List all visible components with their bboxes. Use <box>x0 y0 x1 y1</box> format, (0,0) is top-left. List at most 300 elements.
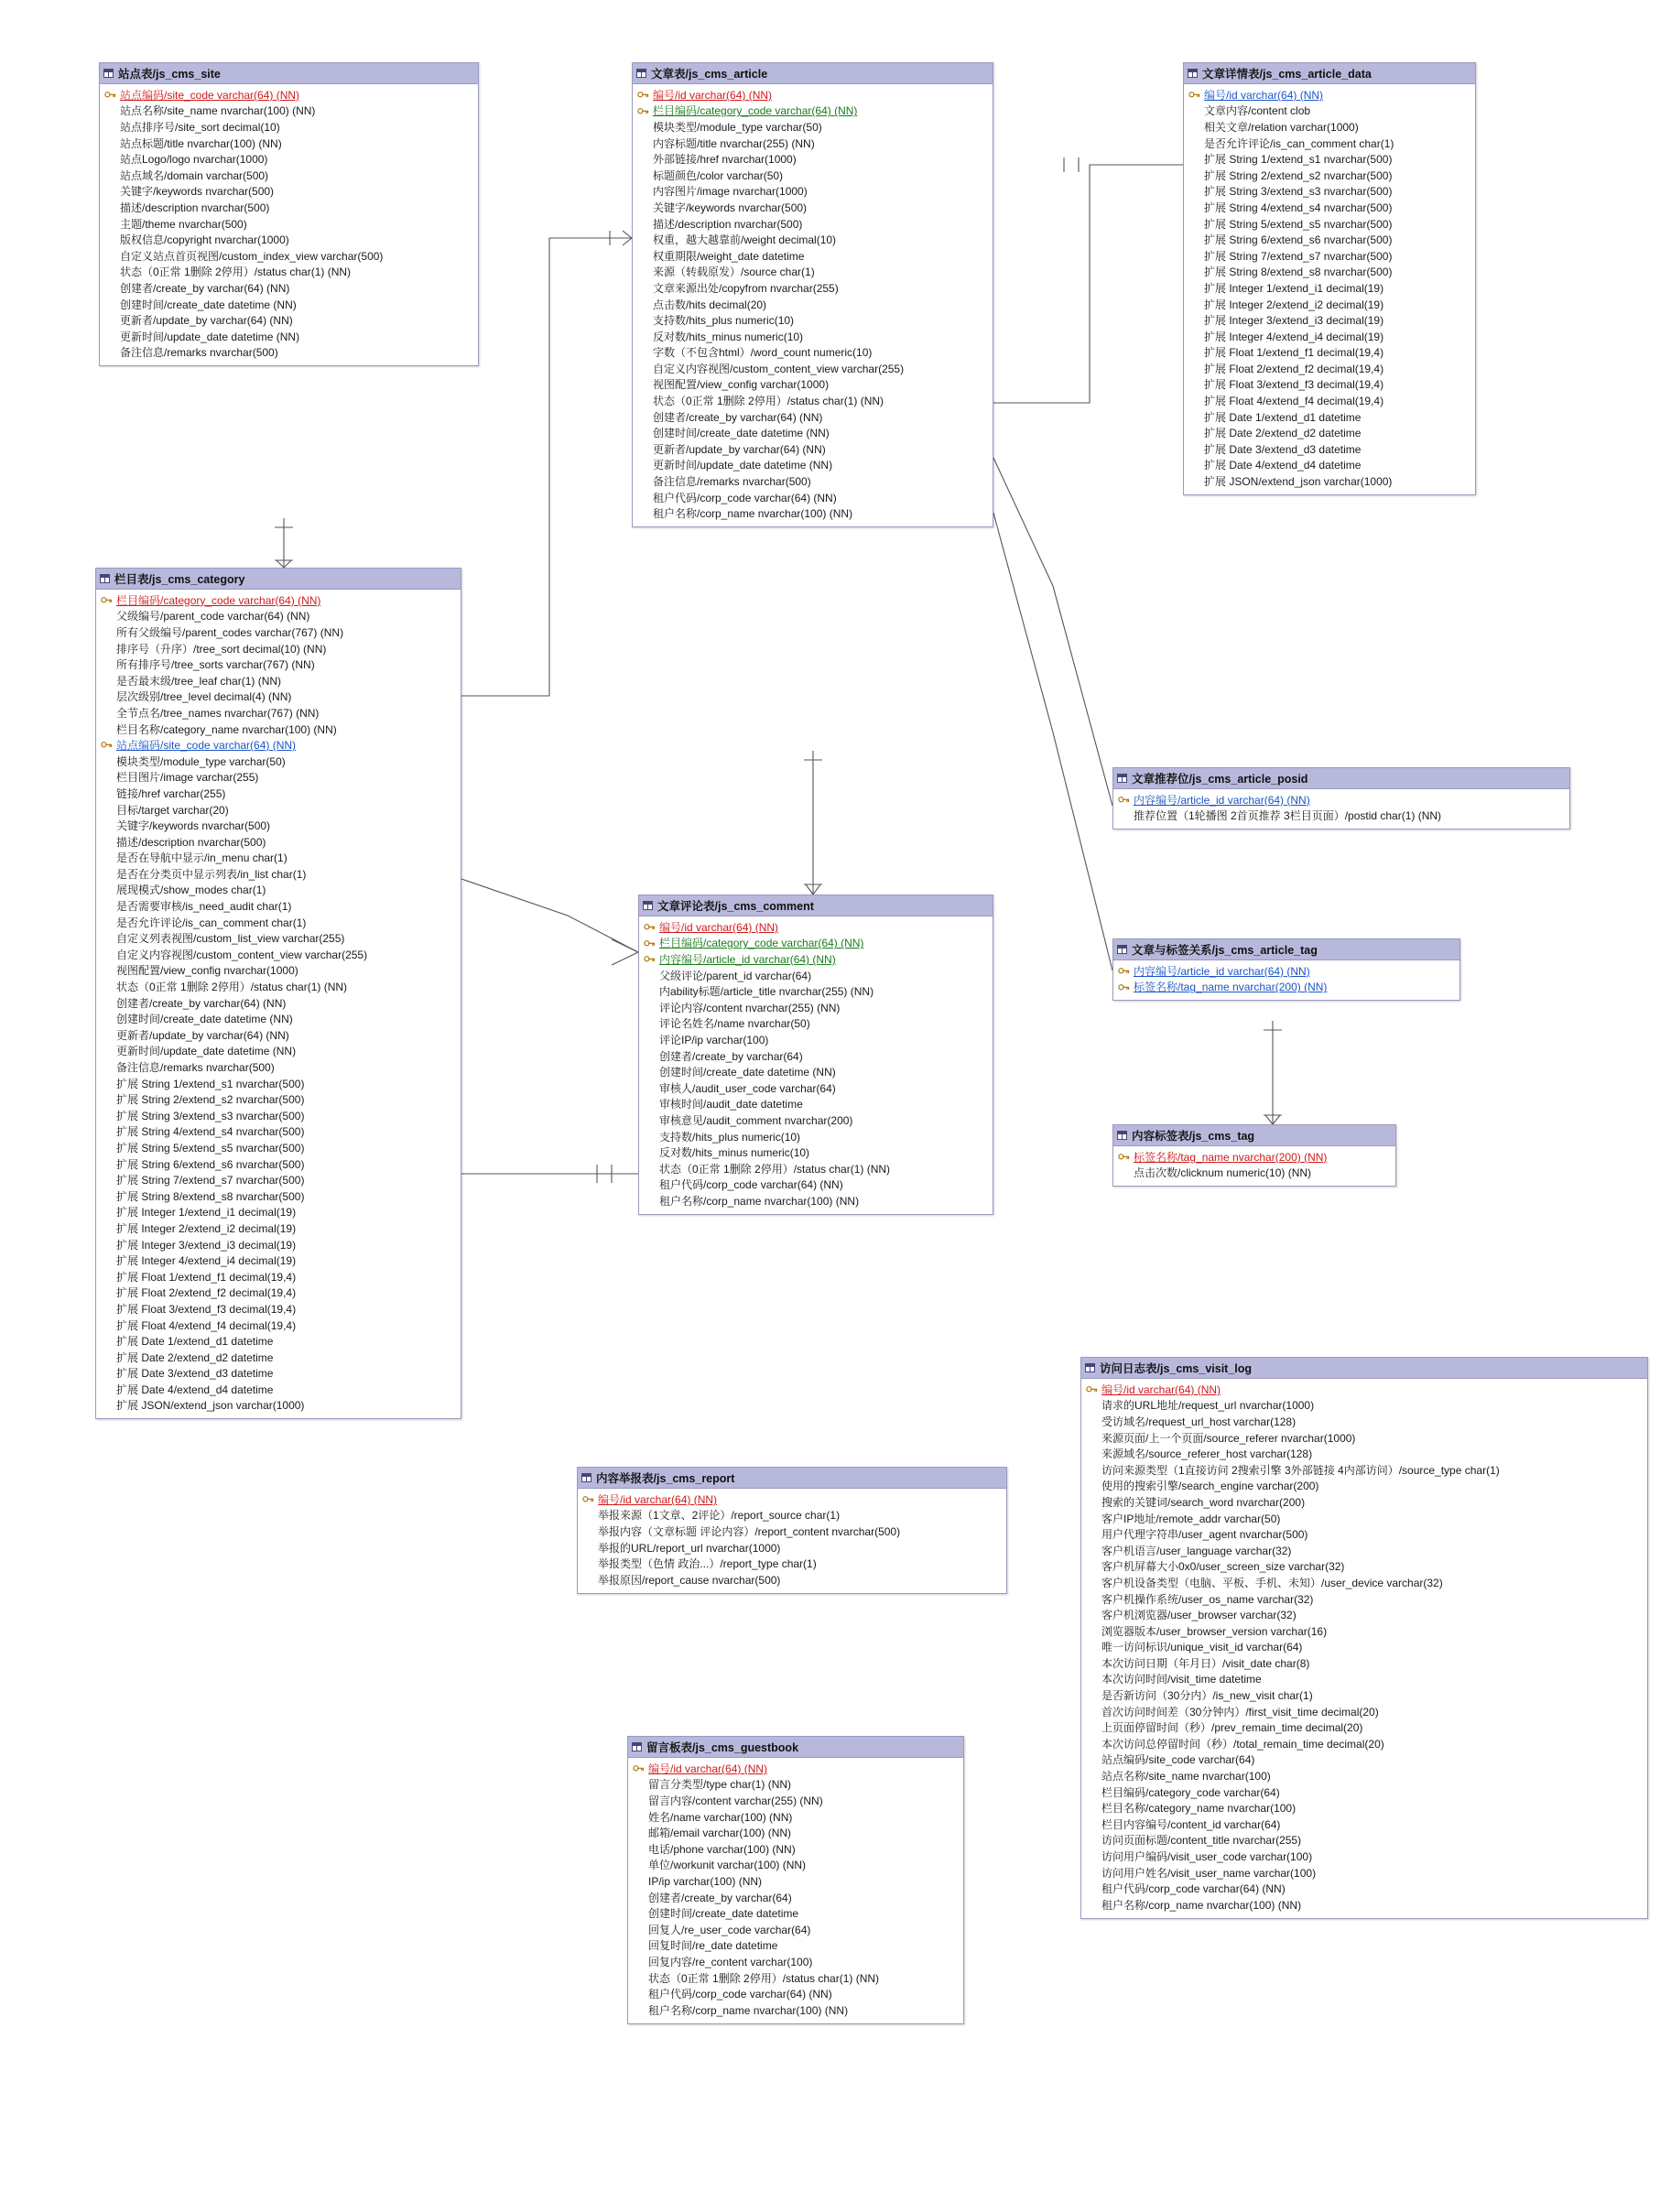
attribute-row[interactable] <box>1184 458 1475 474</box>
entity-header-category[interactable] <box>96 569 461 590</box>
attribute-row[interactable] <box>633 103 993 120</box>
attribute-row[interactable] <box>1081 1398 1647 1415</box>
attribute-row[interactable] <box>1081 1430 1647 1447</box>
attribute-row[interactable] <box>1184 329 1475 345</box>
attribute-label: 文章内容/content clob <box>1204 104 1311 118</box>
attribute-row[interactable] <box>1081 1511 1647 1527</box>
attribute-label: 扩展 String 5/extend_s5 nvarchar(500) <box>116 1141 305 1155</box>
attribute-label: 栏目编码/category_code varchar(64) (NN) <box>116 593 321 607</box>
attribute-row[interactable] <box>1081 1800 1647 1816</box>
attribute-label: 评论名姓名/name nvarchar(50) <box>659 1017 810 1031</box>
attribute-row[interactable] <box>96 915 461 931</box>
attribute-row[interactable] <box>96 624 461 641</box>
attribute-row[interactable] <box>628 1858 963 1874</box>
attribute-row[interactable] <box>96 1382 461 1398</box>
attribute-row[interactable] <box>96 1398 461 1415</box>
attribute-row[interactable] <box>1184 200 1475 216</box>
attribute-row[interactable] <box>1081 1719 1647 1736</box>
entity-header-article_data[interactable] <box>1184 63 1475 84</box>
attribute-row[interactable] <box>1081 1784 1647 1801</box>
attribute-row[interactable] <box>639 1016 993 1033</box>
attribute-row[interactable] <box>639 1064 993 1080</box>
attribute-row[interactable] <box>1081 1687 1647 1704</box>
attribute-row[interactable] <box>633 312 993 329</box>
attribute-label: 扩展 String 3/extend_s3 nvarchar(500) <box>116 1109 305 1122</box>
attribute-row[interactable] <box>96 689 461 706</box>
attribute-row[interactable] <box>633 119 993 136</box>
attribute-row[interactable] <box>639 1177 993 1194</box>
attribute-row[interactable] <box>1184 136 1475 152</box>
attribute-row[interactable] <box>1184 184 1475 201</box>
attribute-row[interactable] <box>96 1205 461 1221</box>
entity-header-site[interactable] <box>100 63 478 84</box>
attribute-row[interactable] <box>96 1156 461 1173</box>
attribute-label: 举报内容（文章标题 评论内容）/report_content nvarchar(500) <box>598 1524 901 1538</box>
entity-header-visit_log[interactable] <box>1081 1358 1647 1379</box>
attribute-row[interactable] <box>96 1108 461 1124</box>
attribute-row[interactable] <box>96 979 461 995</box>
attribute-row[interactable] <box>633 297 993 313</box>
attribute-row[interactable] <box>100 119 478 136</box>
entity-header-article[interactable] <box>633 63 993 84</box>
attribute-row[interactable] <box>1081 1833 1647 1849</box>
attribute-row[interactable] <box>633 280 993 297</box>
attribute-label: 扩展 String 4/extend_s4 nvarchar(500) <box>1204 201 1393 214</box>
attribute-label: 描述/description nvarchar(500) <box>120 201 270 214</box>
attribute-row[interactable] <box>100 232 478 248</box>
attribute-label: 站点编码/site_code varchar(64) (NN) <box>116 739 297 753</box>
attribute-label: 客户机浏览器/user_browser varchar(32) <box>1101 1609 1297 1622</box>
attribute-row[interactable] <box>628 1970 963 1987</box>
attribute-row[interactable] <box>1081 1591 1647 1608</box>
attribute-row[interactable] <box>96 721 461 738</box>
entity-category[interactable] <box>95 568 461 1419</box>
attribute-row[interactable] <box>633 200 993 216</box>
entity-site[interactable] <box>99 62 479 366</box>
attribute-row[interactable] <box>96 1301 461 1317</box>
attribute-row[interactable] <box>633 458 993 474</box>
attribute-label: 举报原因/report_cause nvarchar(500) <box>598 1573 781 1587</box>
attribute-row[interactable] <box>100 184 478 201</box>
attribute-label: 备注信息/remarks nvarchar(500) <box>116 1061 275 1075</box>
entity-header-guestbook[interactable] <box>628 1737 963 1758</box>
table-icon <box>1117 945 1127 954</box>
attribute-label: 单位/workunit varchar(100) (NN) <box>648 1859 807 1872</box>
entity-body-article_posid <box>1113 789 1569 829</box>
attribute-label: 扩展 String 2/extend_s2 nvarchar(500) <box>116 1093 305 1107</box>
attribute-label: 租户代码/corp_code varchar(64) (NN) <box>648 1988 832 2001</box>
attribute-row[interactable] <box>628 1809 963 1826</box>
attribute-row[interactable] <box>633 409 993 426</box>
attribute-row[interactable] <box>96 947 461 963</box>
attribute-row[interactable] <box>628 1777 963 1794</box>
attribute-row[interactable] <box>96 930 461 947</box>
attribute-label: 租户代码/corp_code varchar(64) (NN) <box>659 1178 843 1192</box>
attribute-row[interactable] <box>633 345 993 362</box>
attribute-row[interactable] <box>633 216 993 233</box>
attribute-row[interactable] <box>1184 345 1475 362</box>
attribute-row[interactable] <box>96 1317 461 1334</box>
attribute-row[interactable] <box>96 818 461 834</box>
attribute-row[interactable] <box>96 786 461 802</box>
entity-header-article_posid[interactable] <box>1113 768 1569 789</box>
attribute-row[interactable] <box>1081 1897 1647 1914</box>
attribute-label: 层次级别/tree_level decimal(4) (NN) <box>116 690 292 704</box>
attribute-row[interactable] <box>628 2002 963 2019</box>
attribute-row[interactable] <box>1081 1543 1647 1559</box>
attribute-row[interactable] <box>1081 1559 1647 1576</box>
attribute-row[interactable] <box>96 1011 461 1027</box>
attribute-row[interactable] <box>578 1491 1006 1508</box>
attribute-row[interactable] <box>96 1188 461 1205</box>
attribute-row[interactable] <box>1184 361 1475 377</box>
attribute-row[interactable] <box>1184 425 1475 441</box>
attribute-label: 父级编号/parent_code varchar(64) (NN) <box>116 610 310 623</box>
attribute-label: 扩展 Float 2/extend_f2 decimal(19,4) <box>116 1286 297 1300</box>
attribute-label: 版权信息/copyright nvarchar(1000) <box>120 233 289 247</box>
attribute-row[interactable] <box>628 1761 963 1777</box>
attribute-row[interactable] <box>100 312 478 329</box>
attribute-label: 推荐位置（1轮播图 2首页推荐 3栏目页面）/postid char(1) (NN) <box>1134 809 1442 823</box>
attribute-row[interactable] <box>96 1059 461 1076</box>
attribute-row[interactable] <box>96 609 461 625</box>
entity-header-tag[interactable] <box>1113 1125 1395 1146</box>
attribute-row[interactable] <box>639 1048 993 1065</box>
entity-header-comment[interactable] <box>639 895 993 916</box>
attribute-label: 内容编号/article_id varchar(64) (NN) <box>1134 964 1310 978</box>
attribute-row[interactable] <box>96 1350 461 1366</box>
attribute-label: 站点名称/site_name nvarchar(100) (NN) <box>120 104 316 118</box>
attribute-row[interactable] <box>633 393 993 409</box>
attribute-label: 扩展 String 6/extend_s6 nvarchar(500) <box>1204 233 1393 247</box>
attribute-label: 站点排序号/site_sort decimal(10) <box>120 120 280 134</box>
attribute-row[interactable] <box>1081 1607 1647 1623</box>
attribute-row[interactable] <box>96 1091 461 1108</box>
attribute-row[interactable] <box>100 280 478 297</box>
attribute-row[interactable] <box>1184 297 1475 313</box>
attribute-label: 扩展 Float 4/extend_f4 decimal(19,4) <box>1204 395 1384 408</box>
attribute-label: 扩展 Integer 4/extend_i4 decimal(19) <box>116 1254 297 1268</box>
attribute-row[interactable] <box>639 983 993 1000</box>
attribute-row[interactable] <box>628 1922 963 1938</box>
attribute-label: 客户IP地址/remote_addr varchar(50) <box>1101 1512 1281 1525</box>
attribute-label: 扩展 Integer 4/extend_i4 decimal(19) <box>1204 330 1384 343</box>
attribute-row[interactable] <box>100 216 478 233</box>
attribute-row[interactable] <box>1184 103 1475 120</box>
entity-article_data[interactable] <box>1183 62 1476 495</box>
attribute-row[interactable] <box>1081 1816 1647 1833</box>
entity-title: 文章表/js_cms_article <box>651 68 768 81</box>
attribute-row[interactable] <box>100 297 478 313</box>
attribute-row[interactable] <box>628 1825 963 1841</box>
attribute-row[interactable] <box>628 1954 963 1970</box>
attribute-row[interactable] <box>96 1220 461 1237</box>
attribute-row[interactable] <box>1184 409 1475 426</box>
attribute-row[interactable] <box>96 883 461 899</box>
attribute-row[interactable] <box>633 184 993 201</box>
attribute-row[interactable] <box>1081 1526 1647 1543</box>
attribute-row[interactable] <box>1184 232 1475 248</box>
attribute-row[interactable] <box>96 963 461 980</box>
attribute-label: 扩展 Float 2/extend_f2 decimal(19,4) <box>1204 362 1384 375</box>
attribute-row[interactable] <box>100 87 478 103</box>
attribute-label: 创建者/create_by varchar(64) (NN) <box>653 410 823 424</box>
attribute-row[interactable] <box>628 1841 963 1858</box>
attribute-row[interactable] <box>633 265 993 281</box>
attribute-row[interactable] <box>96 1333 461 1350</box>
attribute-row[interactable] <box>639 1161 993 1177</box>
attribute-row[interactable] <box>1184 168 1475 184</box>
attribute-row[interactable] <box>1113 1149 1395 1166</box>
attribute-label: 站点编码/site_code varchar(64) (NN) <box>120 88 300 102</box>
attribute-row[interactable] <box>639 1000 993 1016</box>
entity-tag[interactable] <box>1112 1124 1396 1187</box>
attribute-label: 状态（0正常 1删除 2停用）/status char(1) (NN) <box>116 981 348 994</box>
attribute-row[interactable] <box>1081 1881 1647 1897</box>
attribute-row[interactable] <box>1081 1704 1647 1720</box>
attribute-label: 模块类型/module_type varchar(50) <box>653 120 822 134</box>
attribute-label: 访问用户编码/visit_user_code varchar(100) <box>1101 1850 1313 1864</box>
attribute-row[interactable] <box>100 329 478 345</box>
attribute-row[interactable] <box>639 1080 993 1097</box>
attribute-row[interactable] <box>96 1366 461 1382</box>
attribute-row[interactable] <box>633 377 993 394</box>
attribute-row[interactable] <box>1081 1655 1647 1672</box>
entity-article_tag[interactable] <box>1112 938 1460 1001</box>
attribute-label: 栏目图片/image varchar(255) <box>116 771 259 785</box>
attribute-label: 创建时间/create_date datetime (NN) <box>120 298 297 311</box>
attribute-row[interactable] <box>628 1905 963 1922</box>
entity-body-report <box>578 1489 1006 1593</box>
attribute-row[interactable] <box>96 737 461 754</box>
attribute-row[interactable] <box>639 1112 993 1129</box>
attribute-row[interactable] <box>628 1938 963 1955</box>
attribute-row[interactable] <box>639 1097 993 1113</box>
entity-body-guestbook <box>628 1758 963 2023</box>
entity-article_posid[interactable] <box>1112 767 1570 830</box>
attribute-row[interactable] <box>96 1172 461 1188</box>
attribute-row[interactable] <box>628 1986 963 2002</box>
entity-title: 内容举报表/js_cms_report <box>596 1472 735 1485</box>
attribute-row[interactable] <box>1113 963 1459 980</box>
attribute-row[interactable] <box>633 87 993 103</box>
attribute-row[interactable] <box>96 995 461 1012</box>
table-icon <box>103 69 114 78</box>
entity-article[interactable] <box>632 62 993 527</box>
attribute-row[interactable] <box>1081 1446 1647 1462</box>
attribute-row[interactable] <box>1113 808 1569 825</box>
attribute-label: 点击次数/clicknum numeric(10) (NN) <box>1134 1166 1312 1180</box>
attribute-row[interactable] <box>639 1032 993 1048</box>
attribute-label: 用户代理字符串/user_agent nvarchar(500) <box>1101 1528 1308 1542</box>
attribute-row[interactable] <box>96 754 461 770</box>
attribute-row[interactable] <box>633 441 993 458</box>
attribute-row[interactable] <box>1113 980 1459 996</box>
attribute-label: 扩展 String 1/extend_s1 nvarchar(500) <box>1204 153 1393 167</box>
attribute-label: 举报来源（1文章、2评论）/report_source char(1) <box>598 1509 841 1523</box>
attribute-row[interactable] <box>633 168 993 184</box>
attribute-row[interactable] <box>1081 1479 1647 1495</box>
attribute-label: 更新时间/update_date datetime (NN) <box>116 1045 297 1058</box>
attribute-row[interactable] <box>639 1144 993 1161</box>
attribute-row[interactable] <box>1184 248 1475 265</box>
attribute-label: 内ability标题/article_title nvarchar(255) (NN) <box>659 985 874 999</box>
table-icon <box>581 1473 591 1482</box>
attribute-row[interactable] <box>1081 1575 1647 1591</box>
attribute-label: 审核意见/audit_comment nvarchar(200) <box>659 1113 853 1127</box>
entity-report[interactable] <box>577 1467 1007 1594</box>
attribute-label: 反对数/hits_minus numeric(10) <box>653 330 804 343</box>
entity-body-visit_log <box>1081 1379 1647 1918</box>
attribute-row[interactable] <box>578 1572 1006 1589</box>
attribute-row[interactable] <box>1081 1640 1647 1656</box>
attribute-row[interactable] <box>633 473 993 490</box>
attribute-row[interactable] <box>578 1540 1006 1556</box>
attribute-row[interactable] <box>96 1285 461 1302</box>
attribute-row[interactable] <box>1113 1166 1395 1182</box>
entity-visit_log[interactable] <box>1080 1357 1648 1919</box>
attribute-row[interactable] <box>628 1890 963 1906</box>
attribute-row[interactable] <box>633 232 993 248</box>
attribute-row[interactable] <box>1081 1494 1647 1511</box>
attribute-row[interactable] <box>96 1027 461 1044</box>
attribute-row[interactable] <box>633 490 993 506</box>
attribute-label: 创建者/create_by varchar(64) (NN) <box>116 996 287 1010</box>
attribute-label: 链接/href varchar(255) <box>116 786 226 800</box>
attribute-row[interactable] <box>100 248 478 265</box>
attribute-row[interactable] <box>1081 1752 1647 1769</box>
attribute-label: 唯一访问标识/unique_visit_id varchar(64) <box>1101 1641 1303 1654</box>
attribute-row[interactable] <box>96 834 461 851</box>
entity-header-report[interactable] <box>578 1468 1006 1489</box>
attribute-row[interactable] <box>639 919 993 936</box>
attribute-row[interactable] <box>578 1508 1006 1524</box>
entity-header-article_tag[interactable] <box>1113 939 1459 960</box>
attribute-row[interactable] <box>1081 1736 1647 1752</box>
attribute-row[interactable] <box>96 1124 461 1141</box>
attribute-row[interactable] <box>1081 1414 1647 1430</box>
attribute-label: 客户机语言/user_language varchar(32) <box>1101 1544 1292 1557</box>
attribute-row[interactable] <box>96 641 461 657</box>
attribute-row[interactable] <box>96 673 461 689</box>
attribute-row[interactable] <box>578 1523 1006 1540</box>
attribute-row[interactable] <box>633 151 993 168</box>
attribute-row[interactable] <box>96 656 461 673</box>
attribute-row[interactable] <box>633 361 993 377</box>
attribute-row[interactable] <box>1081 1768 1647 1784</box>
attribute-row[interactable] <box>1081 1623 1647 1640</box>
attribute-row[interactable] <box>639 951 993 968</box>
attribute-row[interactable] <box>96 1269 461 1285</box>
attribute-row[interactable] <box>639 936 993 952</box>
attribute-label: 更新者/update_by varchar(64) (NN) <box>116 1028 289 1042</box>
attribute-row[interactable] <box>96 851 461 867</box>
attribute-row[interactable] <box>1184 151 1475 168</box>
attribute-row[interactable] <box>100 345 478 362</box>
attribute-row[interactable] <box>100 265 478 281</box>
attribute-label: 自定义内容视图/custom_content_view varchar(255) <box>653 362 905 375</box>
attribute-row[interactable] <box>1184 280 1475 297</box>
attribute-row[interactable] <box>1184 265 1475 281</box>
attribute-row[interactable] <box>96 770 461 786</box>
attribute-row[interactable] <box>628 1873 963 1890</box>
entity-body-article <box>633 84 993 526</box>
attribute-label: 访问用户姓名/visit_user_name varchar(100) <box>1101 1866 1317 1880</box>
attribute-row[interactable] <box>96 592 461 609</box>
attribute-row[interactable] <box>639 968 993 984</box>
attribute-row[interactable] <box>96 866 461 883</box>
attribute-row[interactable] <box>1081 1672 1647 1688</box>
attribute-row[interactable] <box>96 802 461 819</box>
attribute-row[interactable] <box>633 136 993 152</box>
attribute-label: 编号/id varchar(64) (NN) <box>648 1762 768 1775</box>
attribute-row[interactable] <box>633 329 993 345</box>
attribute-row[interactable] <box>1081 1462 1647 1479</box>
entity-guestbook[interactable] <box>627 1736 964 2024</box>
attribute-row[interactable] <box>628 1793 963 1809</box>
attribute-row[interactable] <box>1081 1865 1647 1881</box>
attribute-row[interactable] <box>100 136 478 152</box>
attribute-row[interactable] <box>639 1193 993 1209</box>
attribute-row[interactable] <box>96 1076 461 1092</box>
attribute-row[interactable] <box>633 505 993 522</box>
attribute-label: 扩展 Float 1/extend_f1 decimal(19,4) <box>1204 346 1384 360</box>
attribute-label: 留言分类型/type char(1) (NN) <box>648 1778 792 1792</box>
entity-body-tag <box>1113 1146 1395 1186</box>
attribute-label: 权重，越大越靠前/weight decimal(10) <box>653 233 837 247</box>
attribute-row[interactable] <box>633 248 993 265</box>
attribute-label: 扩展 Float 4/extend_f4 decimal(19,4) <box>116 1318 297 1332</box>
attribute-row[interactable] <box>96 1044 461 1060</box>
attribute-row[interactable] <box>1081 1849 1647 1865</box>
attribute-row[interactable] <box>96 705 461 721</box>
attribute-row[interactable] <box>1184 216 1475 233</box>
attribute-label: 文章来源出处/copyfrom nvarchar(255) <box>653 281 839 295</box>
attribute-label: 栏目编码/category_code varchar(64) (NN) <box>659 937 864 950</box>
attribute-row[interactable] <box>578 1556 1006 1572</box>
attribute-row[interactable] <box>1184 377 1475 394</box>
entity-comment[interactable] <box>638 895 993 1215</box>
attribute-row[interactable] <box>1184 119 1475 136</box>
attribute-label: 展现模式/show_modes char(1) <box>116 884 266 897</box>
attribute-label: 编号/id varchar(64) (NN) <box>1204 88 1324 102</box>
attribute-label: 扩展 Date 1/extend_d1 datetime <box>1204 410 1362 424</box>
attribute-row[interactable] <box>1184 87 1475 103</box>
attribute-row[interactable] <box>639 1129 993 1145</box>
attribute-row[interactable] <box>100 103 478 120</box>
attribute-row[interactable] <box>1113 792 1569 808</box>
attribute-row[interactable] <box>96 1140 461 1156</box>
attribute-row[interactable] <box>1184 441 1475 458</box>
attribute-row[interactable] <box>1184 393 1475 409</box>
attribute-row[interactable] <box>633 425 993 441</box>
attribute-row[interactable] <box>1184 473 1475 490</box>
attribute-row[interactable] <box>100 200 478 216</box>
attribute-row[interactable] <box>1081 1382 1647 1398</box>
attribute-label: 租户名称/corp_name nvarchar(100) (NN) <box>659 1194 860 1208</box>
attribute-row[interactable] <box>100 168 478 184</box>
attribute-row[interactable] <box>100 151 478 168</box>
attribute-row[interactable] <box>96 1252 461 1269</box>
attribute-row[interactable] <box>96 898 461 915</box>
attribute-label: 扩展 String 8/extend_s8 nvarchar(500) <box>116 1189 305 1203</box>
attribute-row[interactable] <box>1184 312 1475 329</box>
attribute-row[interactable] <box>96 1237 461 1253</box>
attribute-label: 租户名称/corp_name nvarchar(100) (NN) <box>653 507 853 521</box>
attribute-label: 是否新访问（30分内）/is_new_visit char(1) <box>1101 1689 1313 1703</box>
attribute-label: 租户名称/corp_name nvarchar(100) (NN) <box>1101 1898 1302 1912</box>
entity-title: 文章推荐位/js_cms_article_posid <box>1132 773 1308 786</box>
